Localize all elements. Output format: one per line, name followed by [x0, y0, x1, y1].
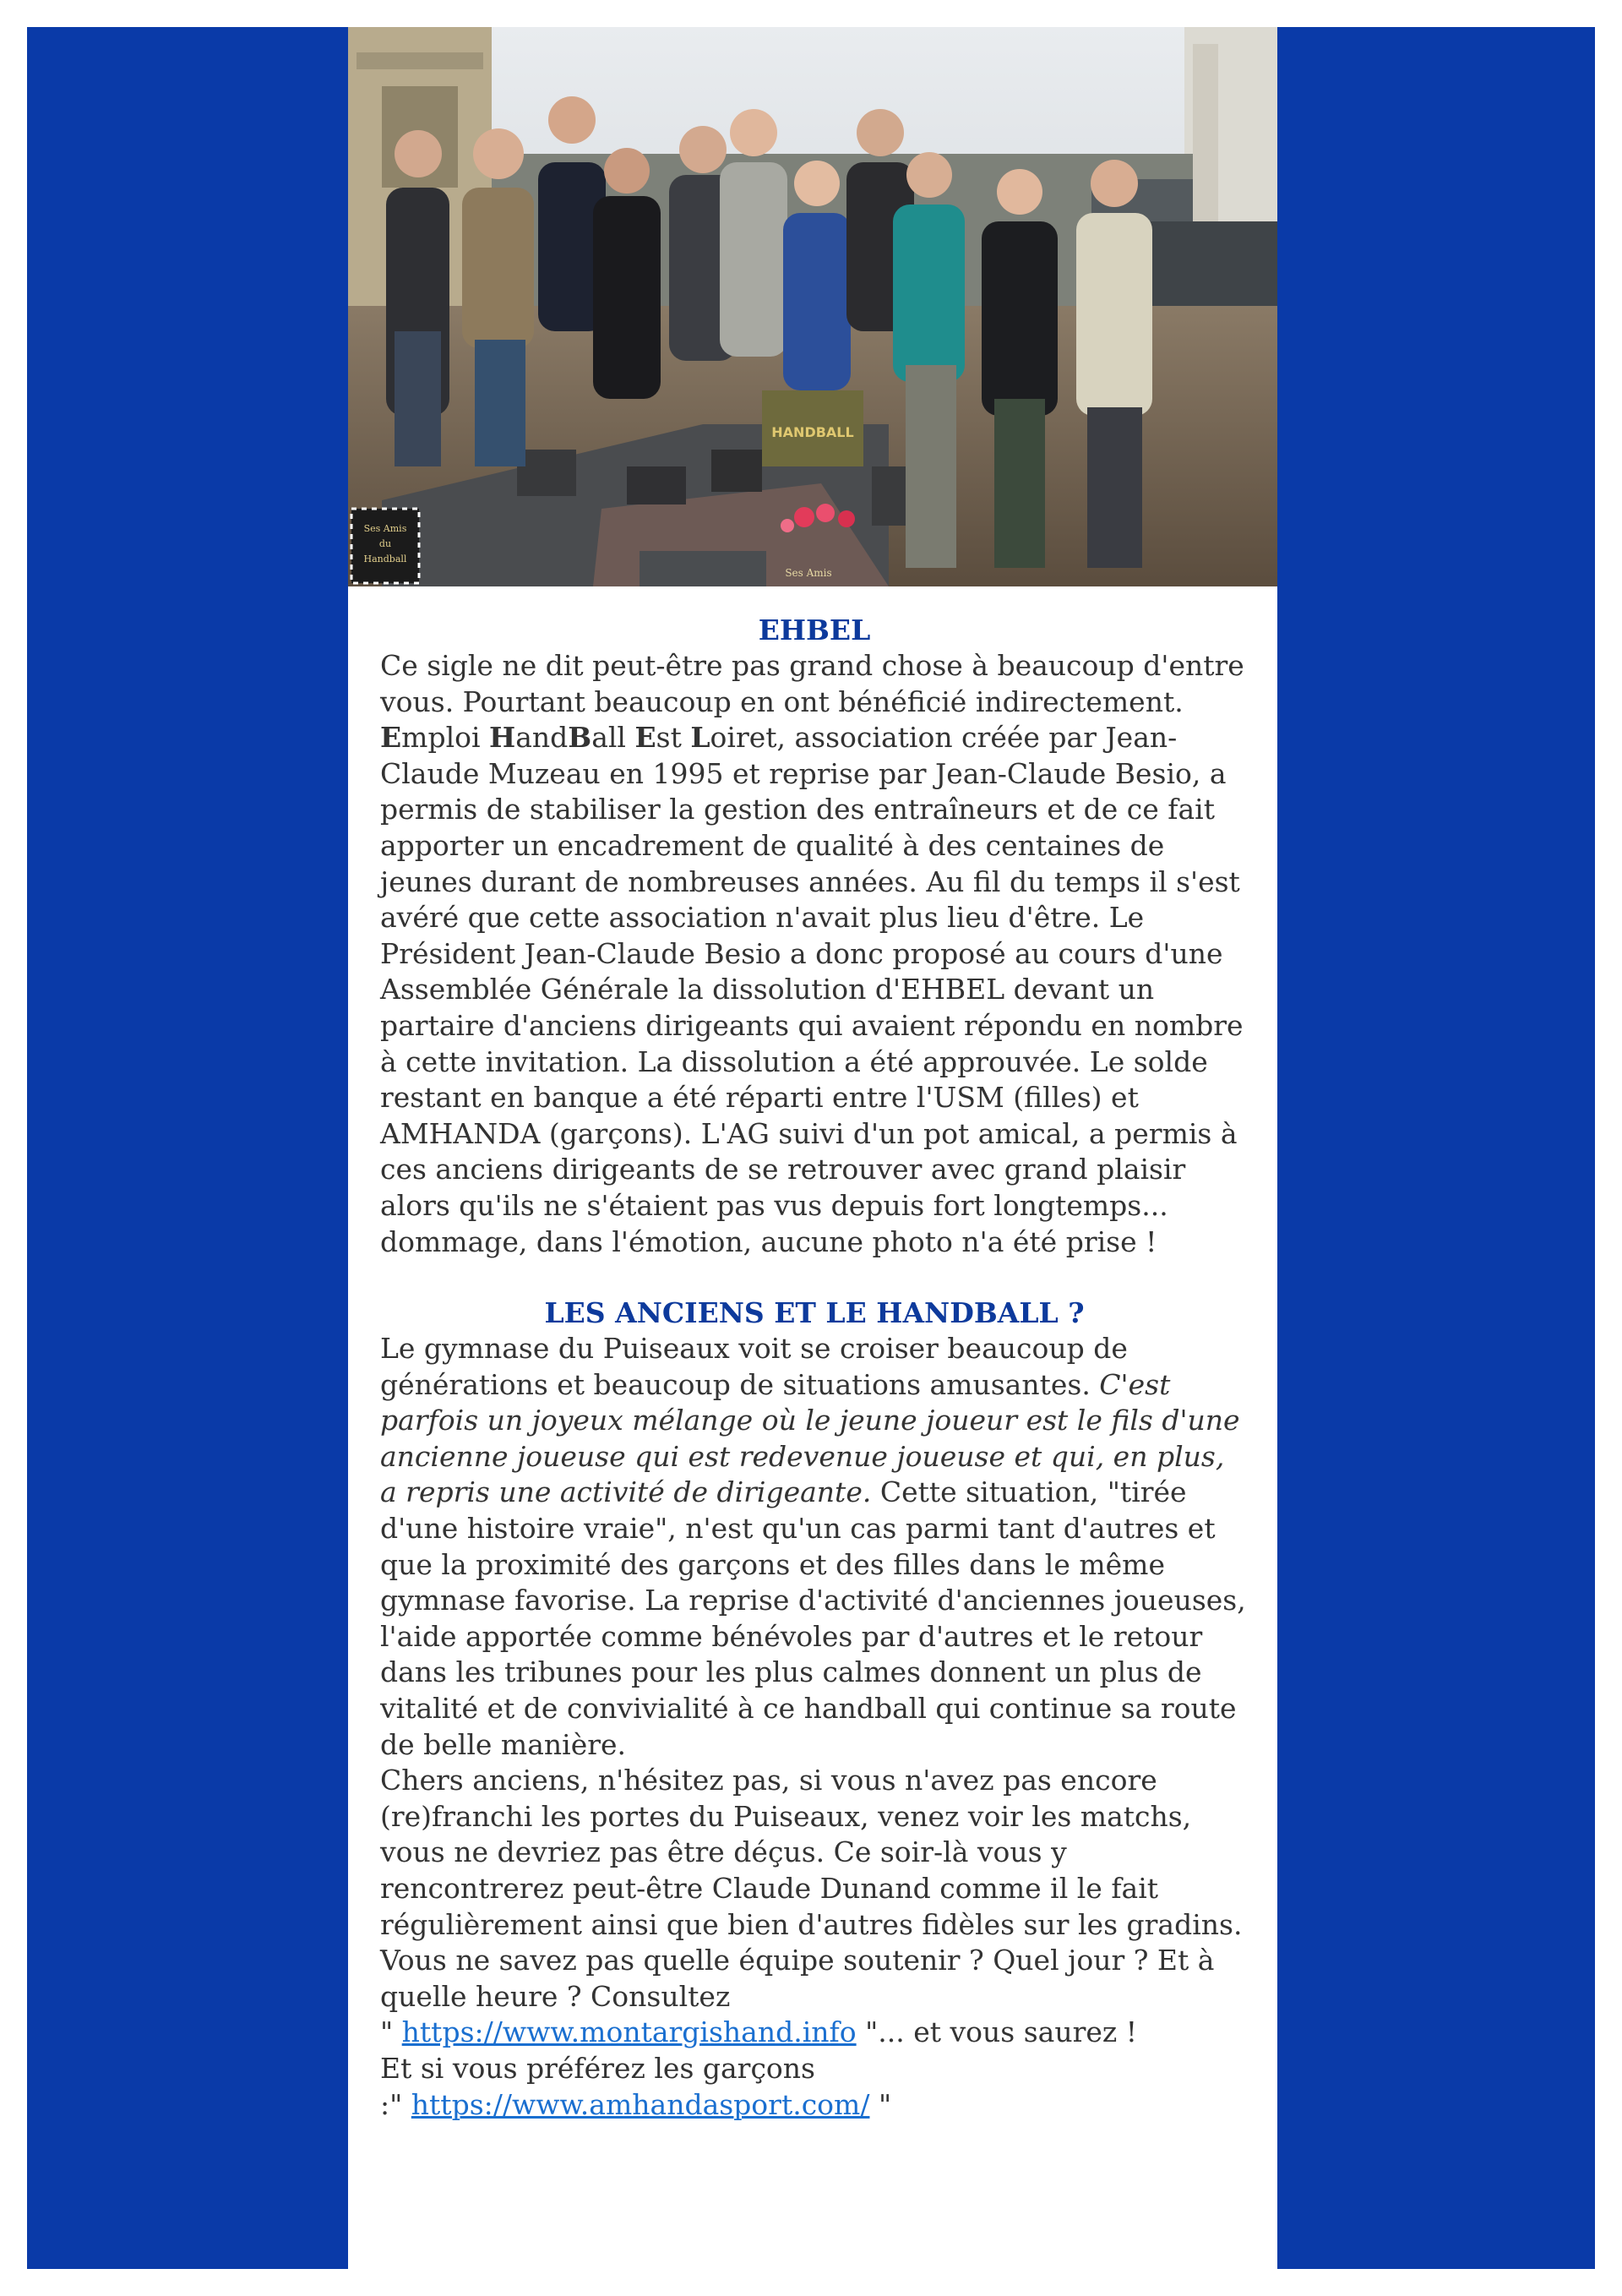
ehbel-paragraph: [380, 648, 1249, 1260]
ehbel-body: , association créée par Jean-Claude Muzeau en 1995 et reprise par Jean-Claude Besio, a permis de stabiliser la gestion des entraîneurs et de ce fait apporter un encadrement de qualité à des centaines de jeunes durant de nombreuses années. Au fil du temps il s'est avéré que cette association n'avait plus lieu d'être. Le Président Jean-Claude Besio a donc proposé au cours d'une Assemblée Générale la dissolution d'EHBEL devant un partaire d'anciens dirigeants qui avaient répondu en nombre à cette invitation. La dissolution a été approuvée. Le solde restant en banque a été réparti entre l'USM (filles) et AMHANDA (garçons). L'AG suivi d'un pot amical, a permis à ces anciens dirigeants de se retrouver avec grand plaisir alors qu'ils ne s'étaient pas vus depuis fort longtemps... dommage, dans l'émotion, aucune photo n'a été prise !: [380, 721, 1244, 1258]
quote-close: "... et vous saurez !: [856, 2015, 1138, 2049]
acronym-word: oiret: [710, 721, 777, 755]
quote-close: ": [869, 2087, 892, 2121]
quote-open: :": [380, 2087, 411, 2121]
amhandasport-link[interactable]: https://www.amhandasport.com/: [411, 2087, 870, 2121]
acronym-word: mploi: [401, 721, 490, 755]
anciens-p1-start: Le gymnase du Puiseaux voit se croiser beaucoup de générations et beaucoup de situations amusantes.: [380, 1332, 1128, 1401]
svg-text:Ses Amis: Ses Amis: [363, 523, 407, 534]
anciens-p1-end: Cette situation, "tirée d'une histoire vraie", n'est qu'un cas parmi tant d'autres et que la proximité des garçons et des filles dans le même gymnase favorise. La reprise d'activité d'anciennes joueuses, l'aide apportée comme bénévoles par d'autres et le retour dans les tribunes pour les plus calmes donnent un plus de vitalité et de convivialité à ce handball qui continue sa route de belle manière.: [380, 1475, 1246, 1761]
garcons-line: Et si vous préférez les garçons: [380, 2051, 815, 2085]
section-title-anciens: LES ANCIENS ET LE HANDBALL ?: [544, 1296, 1085, 1330]
svg-text:Handball: Handball: [363, 554, 407, 564]
acronym-letter: E: [634, 721, 656, 755]
svg-text:HANDBALL: HANDBALL: [771, 424, 854, 440]
acronym-letter: L: [690, 721, 710, 755]
montargishand-link[interactable]: https://www.montargishand.info: [401, 2015, 857, 2049]
ehbel-intro: Ce sigle ne dit peut-être pas grand chose à beaucoup d'entre vous. Pourtant beaucoup en ont bénéficié indirectement.: [380, 649, 1244, 718]
section-title-ehbel: EHBEL: [758, 614, 871, 646]
amhandasport-line: [380, 2087, 1249, 2124]
acronym-word: all: [591, 721, 635, 755]
group-photo-illustration: [348, 27, 1277, 586]
svg-text:du: du: [378, 538, 392, 549]
acronym-word: and: [515, 721, 569, 755]
acronym-word: st: [656, 721, 691, 755]
article-column: [348, 27, 1277, 2269]
anciens-paragraph-2: Chers anciens, n'hésitez pas, si vous n'avez pas encore (re)franchi les portes du Puiseaux, venez voir les matchs, vous ne devriez pas être déçus. Ce soir-là vous y rencontrerez peut-être Claude Dunand comme il le fait régulièrement ainsi que bien d'autres fidèles sur les gradins.: [380, 1764, 1243, 1941]
anciens-p1-italic: C'est parfois un joyeux mélange où le jeune joueur est le fils d'une ancienne joueuse qui est redevenue joueuse et qui, en plus, a repris une activité de dirigeante.: [380, 1367, 1240, 1509]
anciens-paragraph-3: Vous ne savez pas quelle équipe soutenir ? Quel jour ? Et à quelle heure ? Consultez: [380, 1944, 1215, 2013]
acronym-letter: H: [489, 721, 516, 755]
acronym-letter: B: [568, 721, 592, 755]
quote-open: ": [380, 2015, 402, 2049]
group-photo: [348, 27, 1277, 586]
svg-text:Ses Amis: Ses Amis: [785, 567, 832, 579]
montargishand-line: [380, 2015, 1249, 2051]
article-content: [380, 613, 1249, 2123]
anciens-paragraph-1: [380, 1331, 1249, 1763]
acronym-letter: E: [380, 721, 402, 755]
